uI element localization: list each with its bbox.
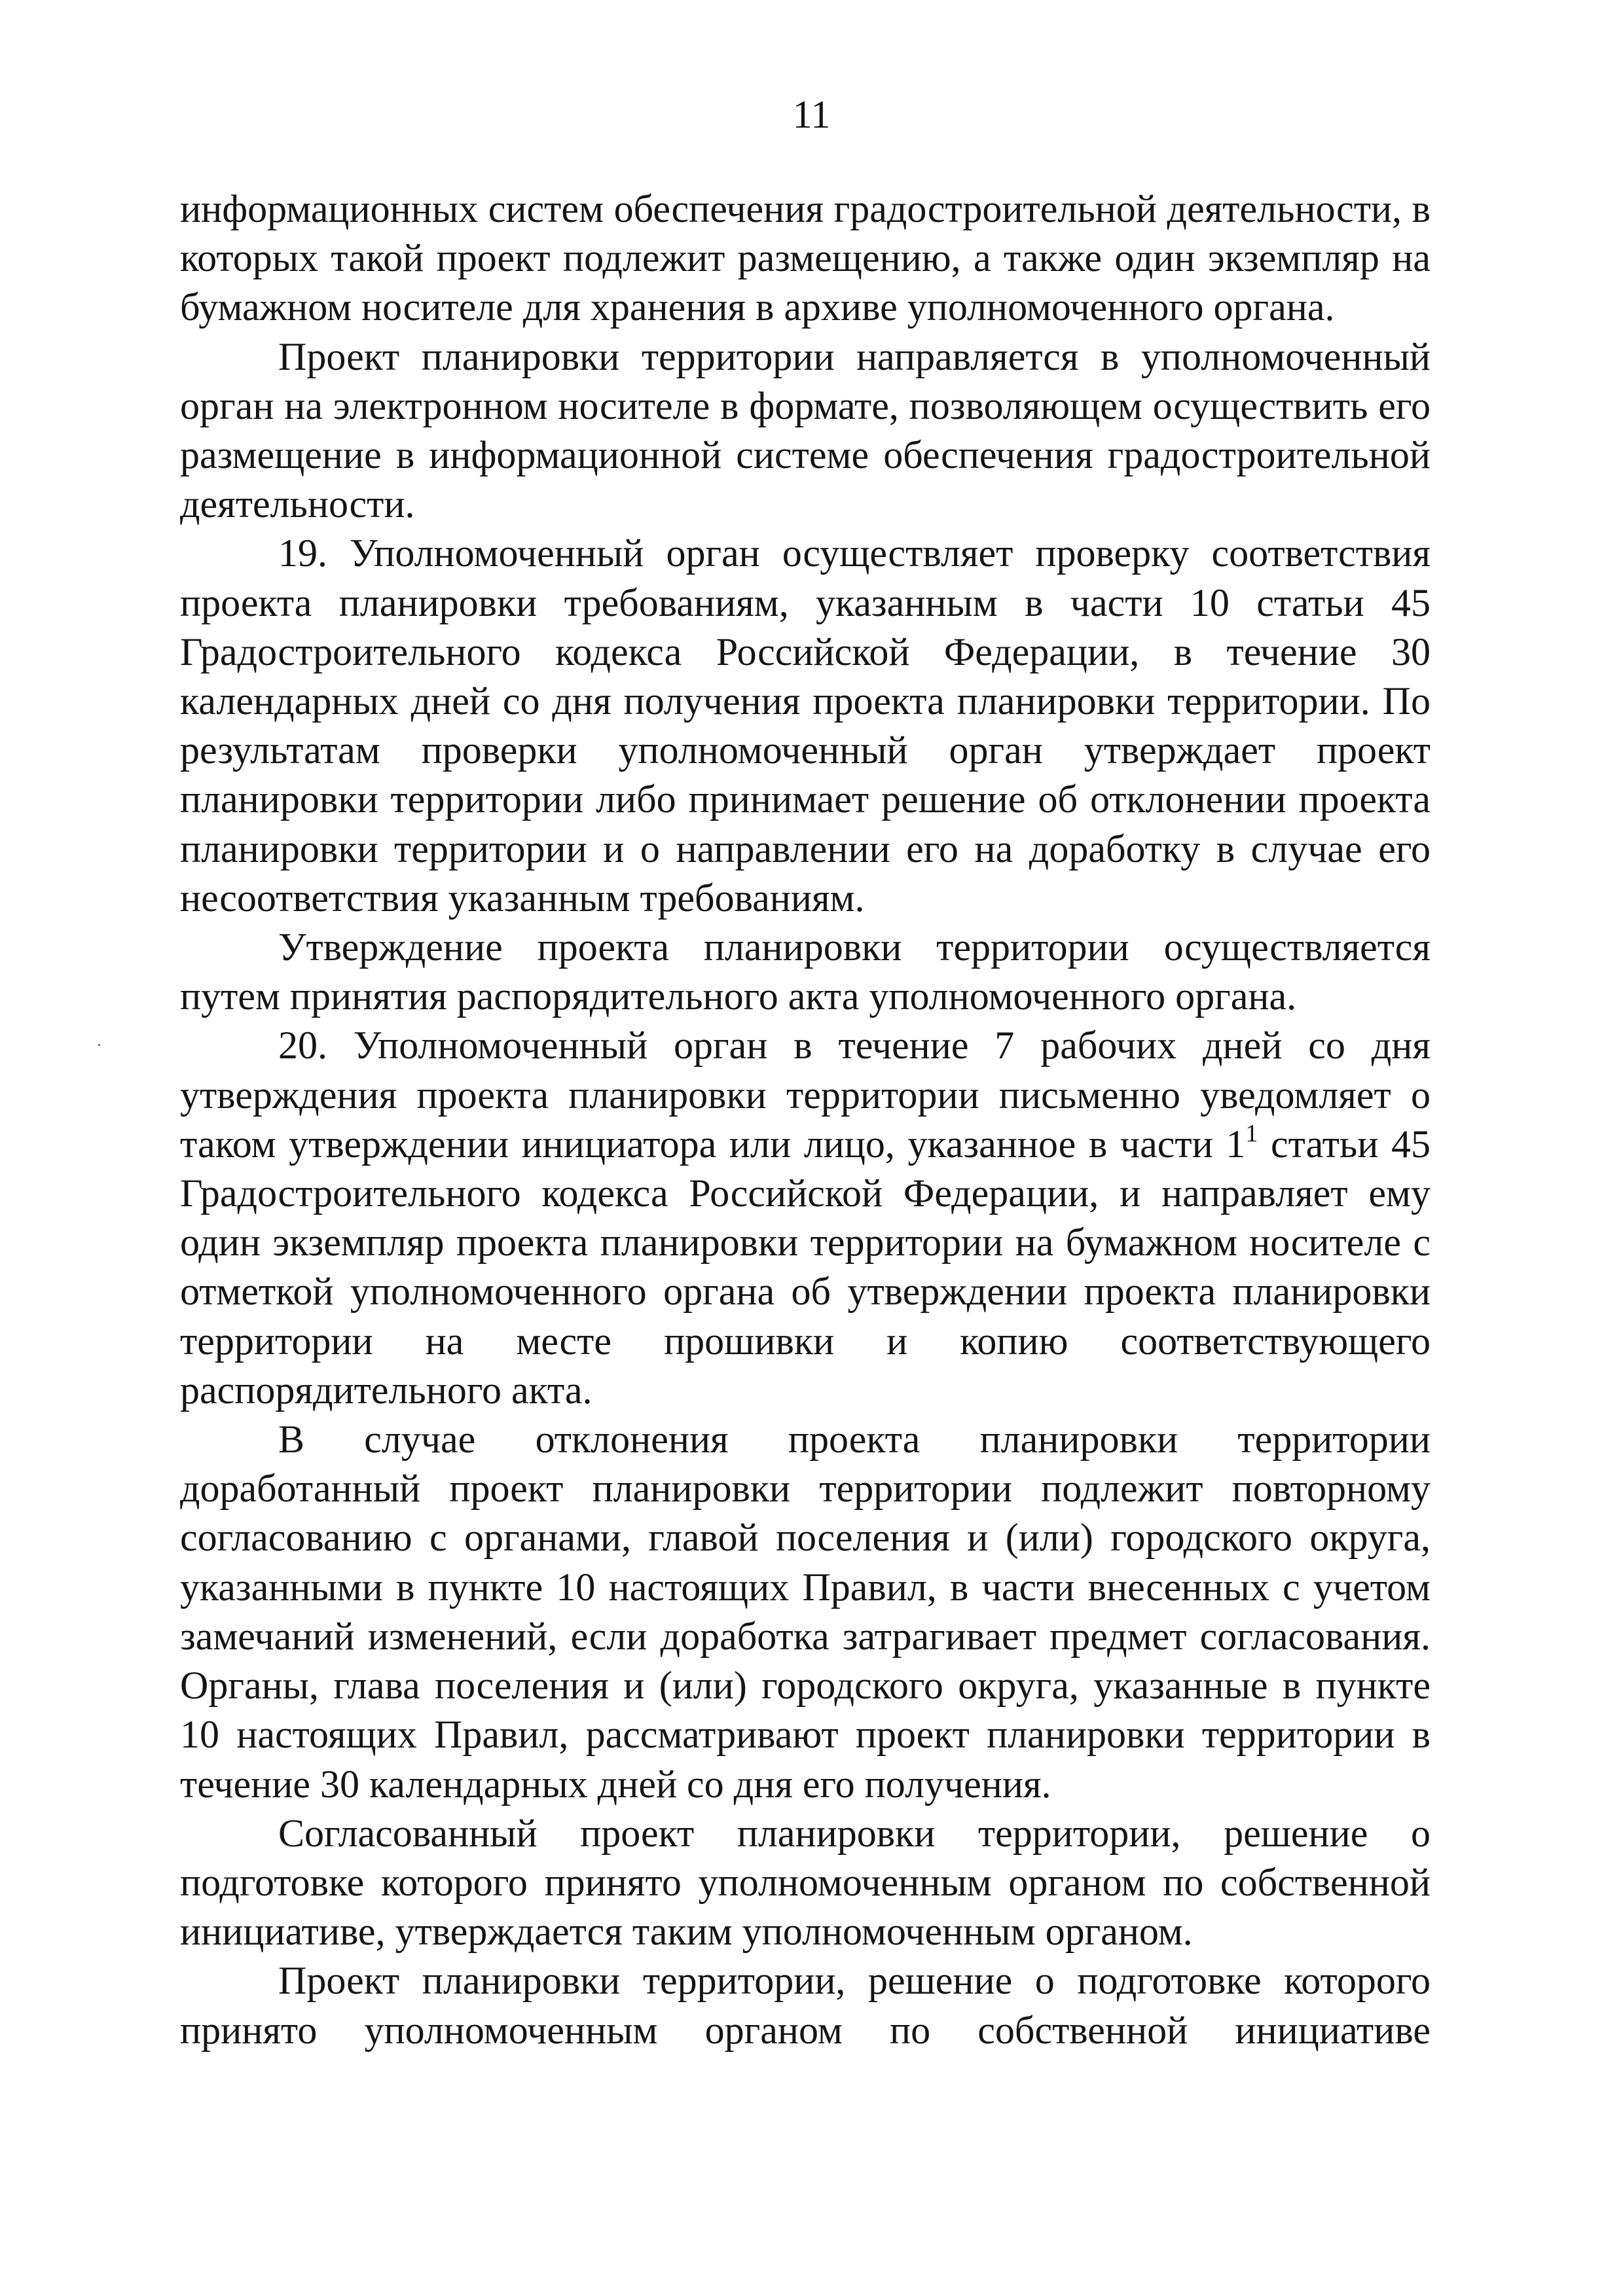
margin-mark [98, 1044, 100, 1046]
paragraph-clause-20 [180, 1021, 1431, 1415]
clause-20-text-after: статьи 45 Градостроительного кодекса Российской Федерации, и направляет ему один экземпляр проекта планировки территории на бумажном носителе с отметкой уполномоченного органа об утверждении проекта планировки территории на месте прошивки и копию соответствующего распорядительного акта. [180, 1122, 1431, 1412]
document-body [180, 185, 1431, 2055]
paragraph-continuation: информационных систем обеспечения градостроительной деятельности, в которых такой проект подлежит размещению, а также один экземпляр на бумажном носителе для хранения в архиве уполномоченного органа. [180, 187, 1431, 329]
paragraph-project-own-initiative: Проект планировки территории, решение о подготовке которого принято уполномоченным органом по собственной инициативе [180, 1959, 1431, 2052]
paragraph-approval-act: Утверждение проекта планировки территории осуществляется путем принятия распорядительного акта уполномоченного органа. [180, 925, 1431, 1018]
paragraph-clause-19: 19. Уполномоченный орган осуществляет проверку соответствия проекта планировки требованиям, указанным в части 10 статьи 45 Градостроительного кодекса Российской Федерации, в течение 30 календарных дней со дня получения проекта планировки территории. По результатам проверки уполномоченный орган утверждает проект планировки территории либо принимает решение об отклонении проекта планировки территории и о направлении его на доработку в случае его несоответствия указанным требованиям. [180, 531, 1431, 920]
page-number: 11 [792, 93, 831, 136]
footnote-superscript: 1 [1245, 1119, 1258, 1147]
paragraph-agreed-project: Согласованный проект планировки территории, решение о подготовке которого принято уполномоченным органом по собственной инициативе, утверждается таким уполномоченным органом. [180, 1811, 1431, 1954]
clause-20-text-before: 20. Уполномоченный орган в течение 7 рабочих дней со дня утверждения проекта планировки территории письменно уведомляет о таком утверждении инициатора или лицо, указанное в части 1 [180, 1024, 1431, 1166]
paragraph-submission-format: Проект планировки территории направляется в уполномоченный орган на электронном носителе в формате, позволяющем осуществить его размещение в информационной системе обеспечения градостроительной деятельности. [180, 334, 1431, 526]
paragraph-rejection-case: В случае отклонения проекта планировки территории доработанный проект планировки территории подлежит повторному согласованию с органами, главой поселения и (или) городского округа, указанными в пункте 10 настоящих Правил, в части внесенных с учетом замечаний изменений, если доработка затрагивает предмет согласования. Органы, глава поселения и (или) городского округа, указанные в пункте 10 настоящих Правил, рассматривают проект планировки территории в течение 30 календарных дней со дня его получения. [180, 1418, 1431, 1806]
